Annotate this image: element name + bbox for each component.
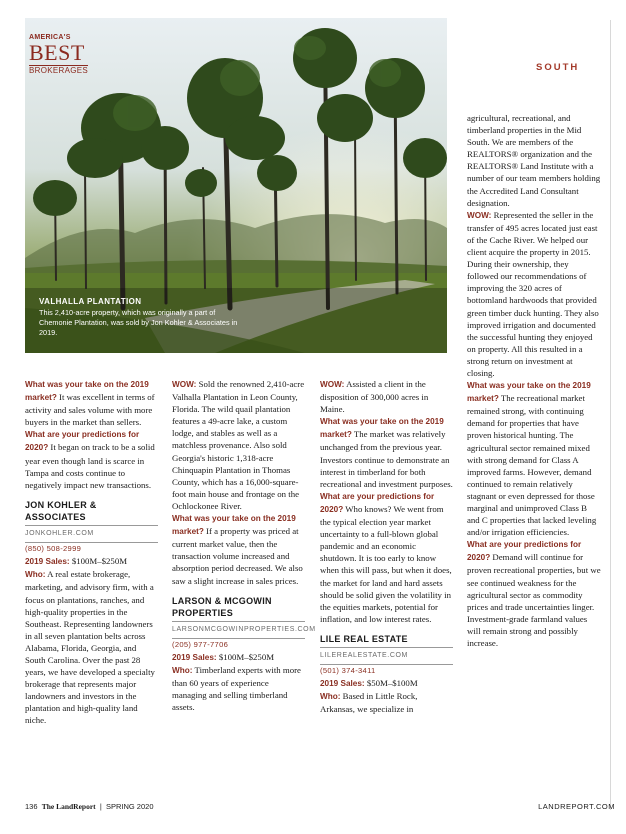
who-label: Who: <box>320 692 341 702</box>
question: What are your predictions for 2020? <box>320 491 435 514</box>
sales-label: 2019 Sales: <box>25 557 70 567</box>
americas-best-brokerages-logo <box>29 34 88 75</box>
firm-sales <box>320 677 453 690</box>
firm-description-continued: agricultural, recreational, and timberland properties in the Mid South. We are members of the REALTORS® organization and the REALTORS® Land Institute with a number of our team members holding the Accredited Land Consultant designation. <box>467 113 601 208</box>
wow-text: Sold the renowned 2,410-acre Valhalla Plantation in Leon County, Florida. The wild quail plantation features a 49-acre lake, a custom lodge, and stables as well as a matchless provenance. Also sold Georgia's historic 1,318-acre Chinquapin Plantation in Thomas County, which has a 16,000-square-foot main house and frontage on the Ochlockonee River. <box>172 379 305 511</box>
firm-name: LARSON & MCGOWIN PROPERTIES <box>172 595 305 622</box>
question: What was your take on the 2019 market? <box>25 380 149 403</box>
answer: Who knows? We went from the typical election year market uncertainty to a full-blown global pandemic and an economic shutdown. It is too early to know when this will pass, but when it does, the market for land and hard assets should be solid given the volatility in the equities markets, potential for inflation, and low interest rates. <box>320 503 452 624</box>
caption-body: This 2,410-acre property, which was originally a part of Chemonie Plantation, was sold by Jon Kohler & Associates in 2019. <box>39 308 238 337</box>
firm-url: LARSONMCGOWINPROPERTIES.COM <box>172 622 305 639</box>
firm-wow <box>320 378 453 415</box>
badge-line-2: BEST <box>29 40 85 65</box>
wow-label: WOW: <box>467 210 492 220</box>
qa-2020-predictions <box>320 490 453 625</box>
qa-2019-market <box>172 512 305 587</box>
wow-label: WOW: <box>172 380 197 389</box>
qa-2019-market <box>25 378 158 428</box>
photo-caption <box>39 297 239 338</box>
question: What was your take on the 2019 market? <box>320 417 444 440</box>
answer: It began on track to be a solid year even though land is scarce in Tampa and costs continue to negatively impact new transactions. <box>25 442 155 490</box>
caption-title: VALHALLA PLANTATION <box>39 297 142 306</box>
sales-label: 2019 Sales: <box>172 652 217 662</box>
firm-wow <box>467 209 601 379</box>
firm-who <box>25 568 158 726</box>
firm-who <box>320 690 453 715</box>
firm-name: LILE REAL ESTATE <box>320 633 453 648</box>
qa-2020-predictions <box>467 538 601 649</box>
sales-value: $50M–$100M <box>364 678 418 689</box>
answer: If a property was priced at current market value, then the transaction volume increased and absorption period decreased. We also saw a slight increase in sales prices. <box>172 526 303 586</box>
who-label: Who: <box>172 666 193 676</box>
firm-wow <box>172 378 305 512</box>
firm-phone: (850) 508-2999 <box>25 544 82 554</box>
qa-2020-predictions <box>25 428 158 490</box>
firm-url: JONKOHLER.COM <box>25 526 158 543</box>
question: What are your predictions for 2020? <box>25 430 140 453</box>
answer: The recreational market remained strong, with continuing demand for properties that have proven historical hunting. The agricultural sector remained mixed with strong demand for Class A improved farms. However, demand continued to remain relatively stagnant or even depressed for those marginal and unimproved Class B and C properties that lacked leveling and/or irrigation efficiencies. <box>467 393 597 538</box>
who-text: Timberland experts with more than 60 years of experience managing and selling timberland assets. <box>172 665 301 713</box>
footer-divider: | <box>97 802 104 811</box>
question: What are your predictions for 2020? <box>467 540 582 563</box>
answer: The market was relatively unchanged from the previous year. Investors continue to demonstrate an interest in timberland for both recreational and investment purposes. <box>320 429 453 489</box>
issue-label: SPRING 2020 <box>105 802 154 811</box>
page-edge-rule <box>610 20 611 810</box>
section-label: SOUTH <box>536 62 580 73</box>
wow-label: WOW: <box>320 380 345 389</box>
firm-url: LILEREALESTATE.COM <box>320 648 453 665</box>
valhalla-plantation-photo <box>25 18 447 353</box>
column-1 <box>25 378 158 727</box>
website-label: LANDREPORT.COM <box>538 802 615 811</box>
question: What was your take on the 2019 market? <box>172 514 296 537</box>
firm-sales <box>25 555 158 568</box>
firm-phone: (501) 374-3411 <box>320 666 376 676</box>
column-3 <box>320 378 453 715</box>
page-number: 136 <box>25 802 38 811</box>
column-4 <box>467 112 601 649</box>
qa-2019-market <box>320 415 453 490</box>
wow-text: Represented the seller in the transfer of 495 acres located just east of the Cache River. We helped our client acquire the property in 2015. During their ownership, they followed our recommendations of improving the 320 acres of bottomland hardwoods that provided green timber duck hunting. They also improved irrigation and documented the successful hunting they enjoyed on property. All this resulted in a strong return on investment at closing. <box>467 209 599 378</box>
question: What was your take on the 2019 market? <box>467 381 591 404</box>
column-2 <box>172 378 316 713</box>
badge-line-1: AMERICA'S <box>29 34 71 41</box>
wow-text: Assisted a client in the disposition of 300,000 acres in Maine. <box>320 379 429 415</box>
footer-left <box>25 802 154 811</box>
magazine-name: The LandReport <box>41 802 96 811</box>
firm-sales <box>172 651 305 664</box>
qa-2019-market <box>467 379 601 538</box>
sales-value: $100M–$250M <box>216 651 275 662</box>
firm-phone: (205) 977-7706 <box>172 639 229 649</box>
who-label: Who: <box>25 570 46 580</box>
sales-label: 2019 Sales: <box>320 679 365 689</box>
firm-name: JON KOHLER & ASSOCIATES <box>25 499 158 526</box>
firm-who <box>172 664 305 713</box>
answer: It was excellent in terms of activity and sales volume with more buyers in the market than sellers. <box>25 392 155 428</box>
sales-value: $100M–$250M <box>69 556 128 567</box>
who-text: Based in Little Rock, Arkansas, we specialize in <box>320 691 418 715</box>
badge-line-3: BROKERAGES <box>29 66 89 75</box>
answer: Demand will continue for proven recreational properties, but we see continued weakness for the agricultural sector as commodity prices and trade uncertainties linger. Investment-grade farmland values will remain strong and possibly increase. <box>467 552 601 649</box>
who-text: A real estate brokerage, marketing, and advisory firm, with a focus on plantations, ranches, and high-quality properties in the Southeast. Representing landowners in all seven plantation belts across Alabama, Florida, Georgia, and South Carolina. Over the past 28 years, we have developed a specialty brokerage that represents major landowners and investors in the plantation and high-quality land niche. <box>25 569 155 726</box>
